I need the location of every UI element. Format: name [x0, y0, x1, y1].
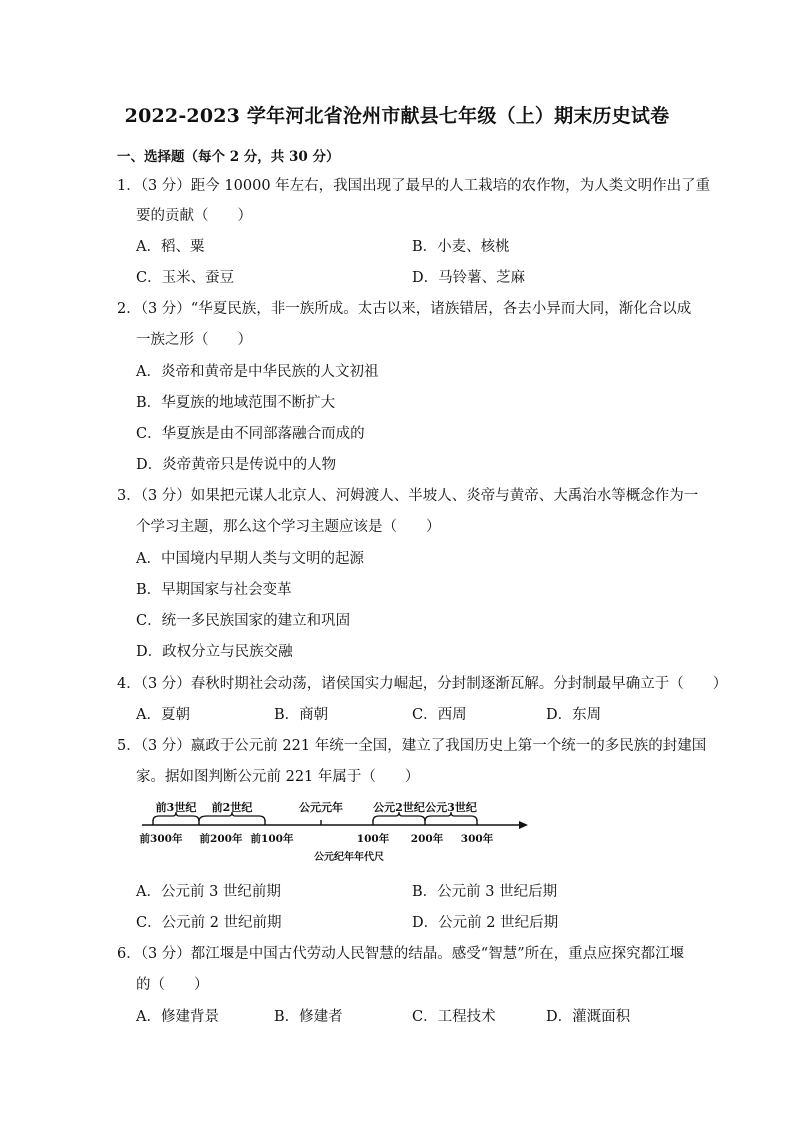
question-1-option-b[interactable]: B．小麦、核桃	[412, 239, 510, 255]
question-4-stem: 4．（3 分）春秋时期社会动荡，诸侯国实力崛起，分封制逐渐瓦解。分封制最早确立于（ ）	[117, 676, 728, 692]
question-5-option-b[interactable]: B．公元前 3 世纪后期	[412, 884, 558, 900]
question-3-option-d[interactable]: D．政权分立与民族交融	[136, 644, 293, 660]
question-3-stem: 3．（3 分）如果把元谋人北京人、河姆渡人、半坡人、炎帝与黄帝、大禹治水等概念作为一	[117, 488, 699, 504]
question-5-option-d[interactable]: D．公元前 2 世纪后期	[412, 915, 559, 931]
question-2-option-d[interactable]: D．炎帝黄帝只是传说中的人物	[136, 457, 337, 473]
tick-label: 前200年	[199, 833, 243, 845]
question-1-stem: 1．（3 分）距今 10000 年左右，我国出现了最早的人工栽培的农作物，为人类文明作出了重	[117, 178, 711, 194]
question-1-option-a[interactable]: A．稻、粟	[136, 239, 205, 255]
timeline-arrow-icon	[519, 821, 528, 829]
tick-label: 300年	[460, 833, 494, 845]
question-5-stem: 5．（3 分）嬴政于公元前 221 年统一全国，建立了我国历史上第一个统一的多民族的封建国	[117, 738, 707, 754]
brace-label: 前2世纪	[211, 801, 253, 814]
question-5-option-c[interactable]: C．公元前 2 世纪前期	[136, 915, 282, 931]
brace-label: 公元3世纪	[425, 801, 477, 814]
timeline-figure	[139, 800, 529, 866]
question-5-stem-cont: 家。据如图判断公元前 221 年属于（ ）	[136, 769, 420, 785]
question-5-option-a[interactable]: A．公元前 3 世纪前期	[136, 884, 281, 900]
question-2-stem: 2．（3 分）“华夏民族，非一族所成。太古以来，诸族错居，各去小异而大同，渐化合以成	[117, 301, 692, 317]
question-1-stem-cont: 要的贡献（ ）	[136, 208, 252, 224]
question-2-option-a[interactable]: A．炎帝和黄帝是中华民族的人文初祖	[136, 364, 379, 380]
tick-label: 200年	[410, 833, 444, 845]
question-4-option-b[interactable]: B．商朝	[274, 707, 329, 723]
question-3-option-b[interactable]: B．早期国家与社会变革	[136, 582, 292, 598]
question-1-option-d[interactable]: D．马铃薯、芝麻	[412, 270, 526, 286]
question-4-option-a[interactable]: A．夏朝	[136, 707, 190, 723]
timeline-caption: 公元纪年年代尺	[314, 852, 384, 863]
question-6-stem-cont: 的（ ）	[136, 977, 209, 993]
question-3-option-a[interactable]: A．中国境内早期人类与文明的起源	[136, 551, 364, 567]
question-3-stem-cont: 个学习主题，那么这个学习主题应该是（ ）	[136, 519, 441, 535]
question-2-option-c[interactable]: C．华夏族是由不同部落融合而成的	[136, 426, 365, 442]
question-4-option-c[interactable]: C．西周	[412, 707, 467, 723]
question-6-option-b[interactable]: B．修建者	[274, 1009, 343, 1025]
question-6-option-c[interactable]: C．工程技术	[412, 1009, 496, 1025]
section-heading: 一、选择题（每个 2 分，共 30 分）	[117, 149, 340, 165]
exam-title: 2022-2023 学年河北省沧州市献县七年级（上）期末历史试卷	[124, 105, 670, 127]
brace-label: 公元2世纪	[373, 801, 425, 814]
question-4-option-d[interactable]: D．东周	[546, 707, 602, 723]
question-6-option-a[interactable]: A．修建背景	[136, 1009, 219, 1025]
question-6-option-d[interactable]: D．灌溉面积	[546, 1009, 631, 1025]
question-2-option-b[interactable]: B．华夏族的地域范围不断扩大	[136, 395, 336, 411]
question-1-option-c[interactable]: C．玉米、蚕豆	[136, 270, 235, 286]
question-2-stem-cont: 一族之形（ ）	[136, 332, 252, 348]
tick-label: 前300年	[139, 833, 183, 845]
question-3-option-c[interactable]: C．统一多民族国家的建立和巩固	[136, 613, 351, 629]
tick-label: 100年	[356, 833, 390, 845]
tick-label: 前100年	[250, 833, 294, 845]
question-6-stem: 6．（3 分）都江堰是中国古代劳动人民智慧的结晶。感受“智慧”所在，重点应探究都江堰	[117, 946, 685, 962]
brace-label: 前3世纪	[155, 801, 197, 814]
brace-label: 公元元年	[299, 801, 343, 814]
